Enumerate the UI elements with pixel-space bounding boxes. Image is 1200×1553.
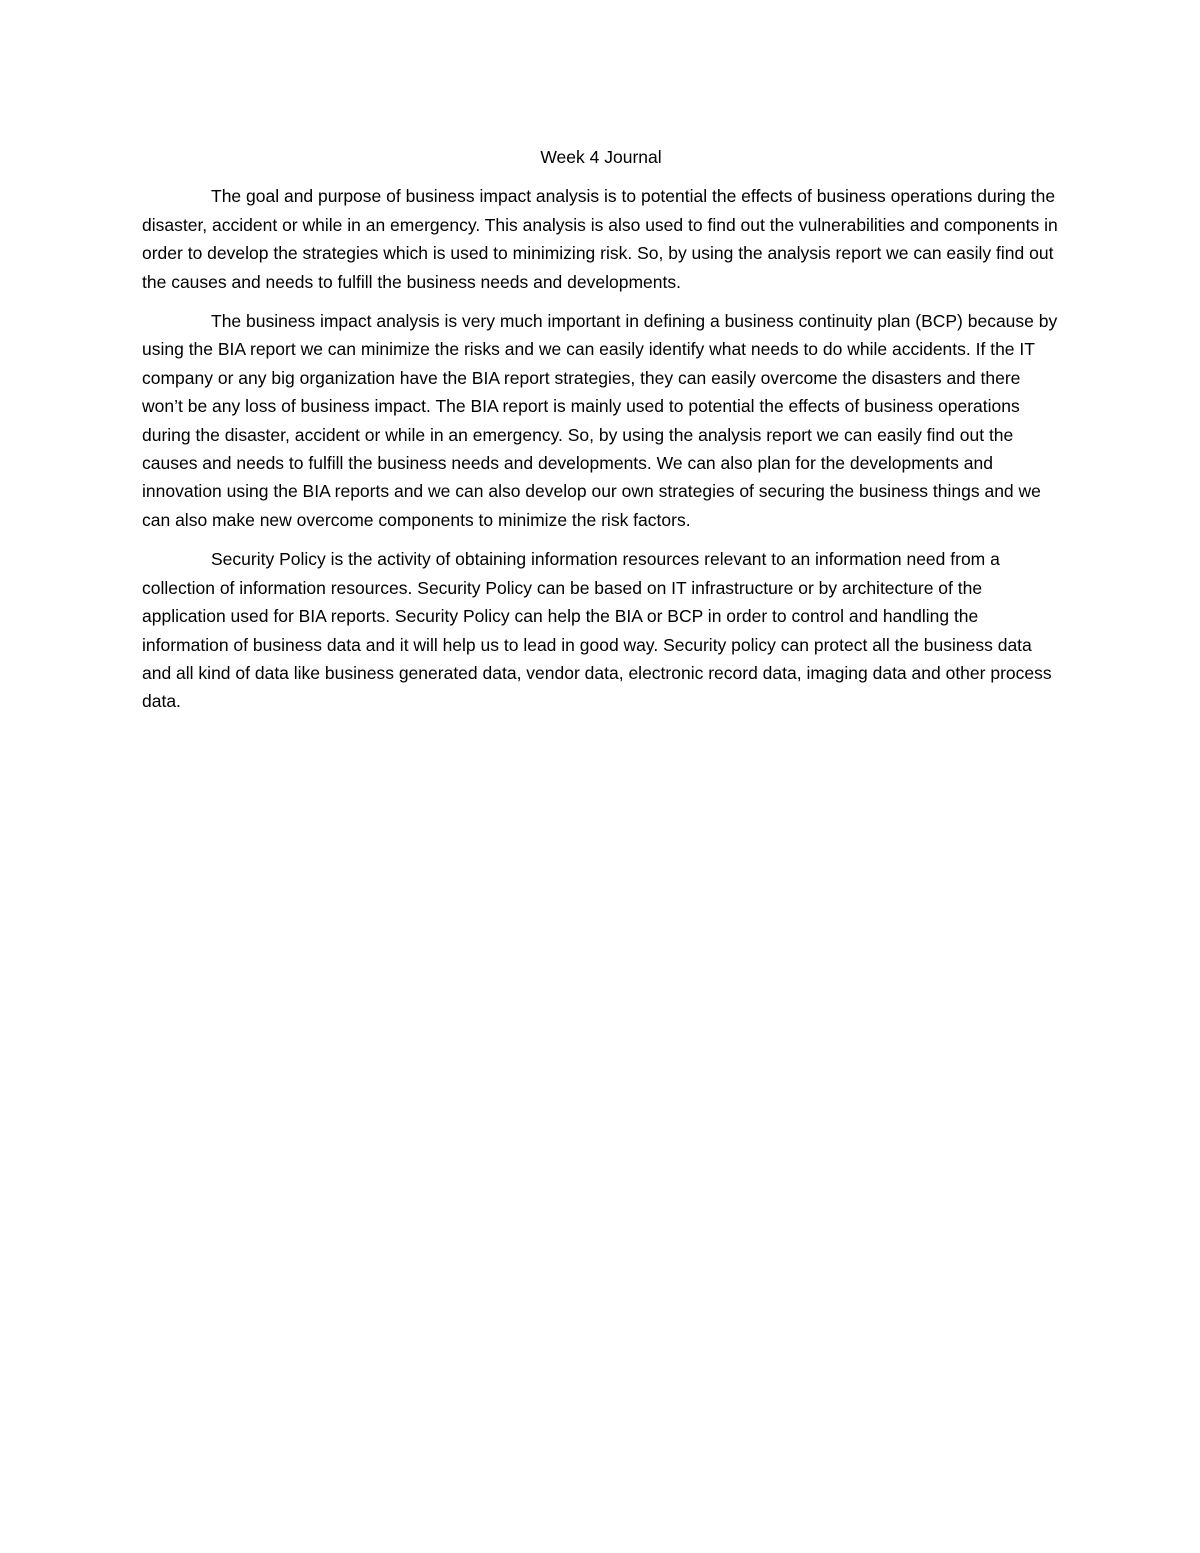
paragraph-business-impact-analysis-purpose: The goal and purpose of business impact analysis is to potential the effects of business operations during the disaster, accident or while in an emergency. This analysis is also used to find out the vulnerabilities and components in order to develop the strategies which is used to minimizing risk. So, by using the analysis report we can easily find out the causes and needs to fulfill the business needs and developments. xyxy=(142,186,1058,292)
document-body xyxy=(142,143,1060,727)
paragraph-security-policy: Security Policy is the activity of obtaining information resources relevant to an information need from a collection of information resources. Security Policy can be based on IT infrastructure or by architecture of the application used for BIA reports. Security Policy can help the BIA or BCP in order to control and handling the information of business data and it will help us to lead in good way. Security policy can protect all the business data and all kind of data like business generated data, vendor data, electronic record data, imaging data and other process data. xyxy=(142,549,1052,712)
paragraph-bia-and-bcp: The business impact analysis is very much important in defining a business continuity plan (BCP) because by using the BIA report we can minimize the risks and we can easily identify what needs to do while accidents. If the IT company or any big organization have the BIA report strategies, they can easily overcome the disasters and there won’t be any loss of business impact. The BIA report is mainly used to potential the effects of business operations during the disaster, accident or while in an emergency. So, by using the analysis report we can easily find out the causes and needs to fulfill the business needs and developments. We can also plan for the developments and innovation using the BIA reports and we can also develop our own strategies of securing the business things and we can also make new overcome components to minimize the risk factors. xyxy=(142,311,1058,530)
document-title: Week 4 Journal xyxy=(540,147,662,167)
